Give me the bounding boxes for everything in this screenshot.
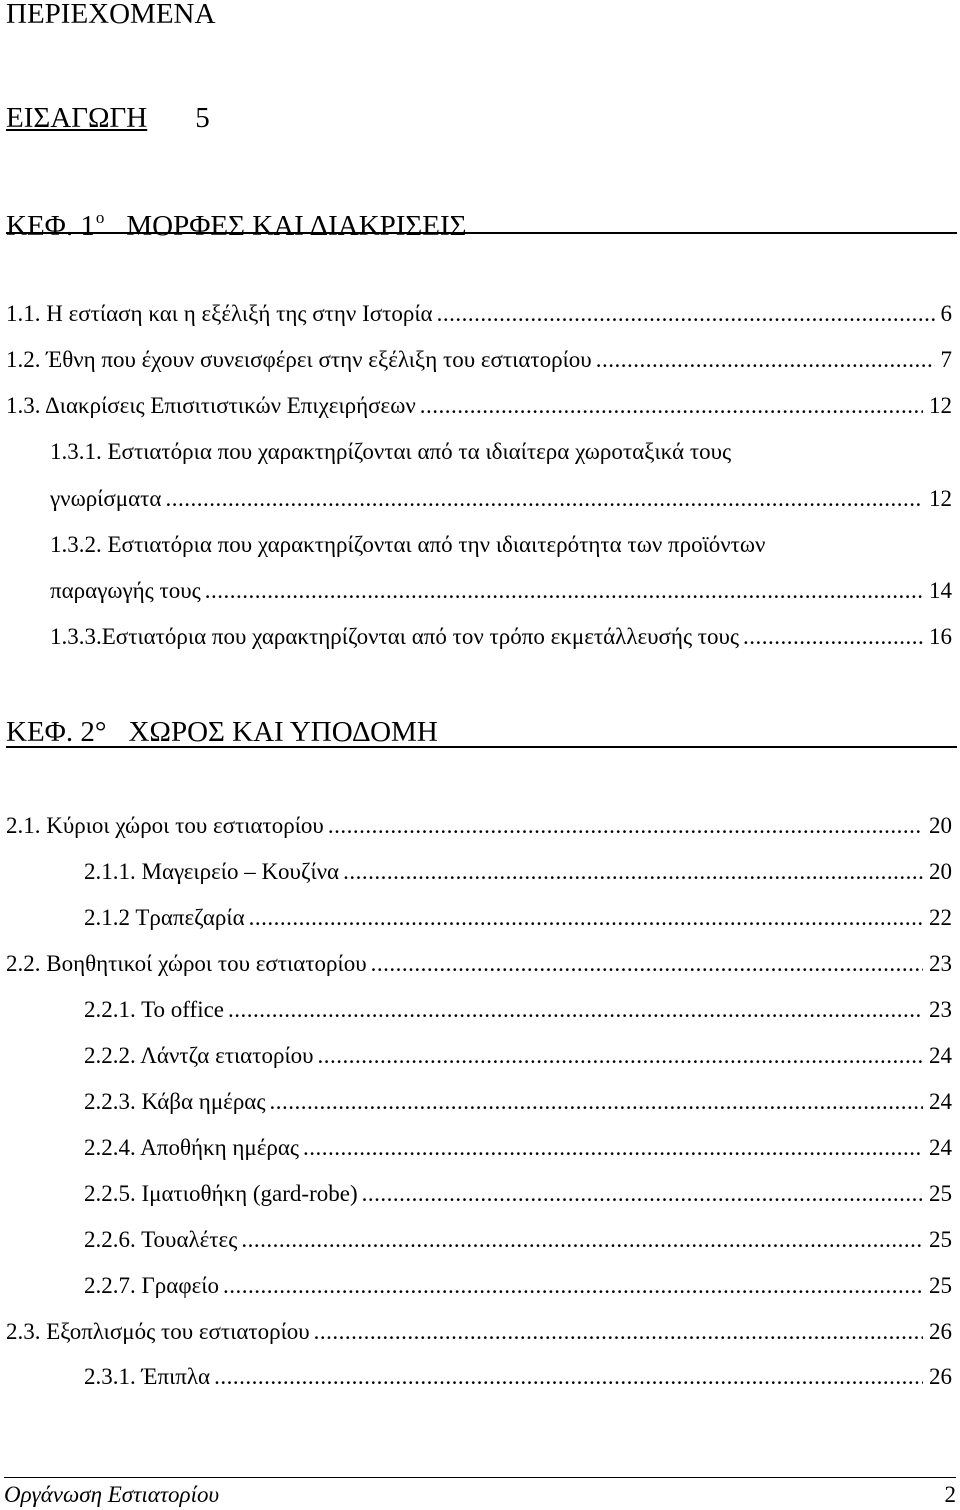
intro-page: 5: [195, 102, 210, 134]
toc-entry-text: 2.2.7. Γραφείο: [84, 1273, 219, 1298]
toc-entry[interactable]: [84, 1362, 952, 1392]
page-title: ΠΕΡΙΕΧΟΜΕΝΑ: [6, 0, 216, 30]
toc-entry-text: 2.2.3. Κάβα ημέρας: [84, 1089, 266, 1114]
leader-dots: [228, 995, 923, 1025]
toc-entry[interactable]: [6, 299, 952, 329]
toc-entry-text[interactable]: 1.3.1. Εστιατόρια που χαρακτηρίζονται από τα ιδιαίτερα χωροταξικά τους: [50, 439, 732, 464]
leader-dots: [420, 391, 923, 421]
toc-entry[interactable]: [84, 1179, 952, 1209]
toc-entry-page: 23: [929, 951, 952, 976]
toc-entry-text: 2.2.2. Λάντζα ετιατορίου: [84, 1043, 314, 1068]
chapter-1-sup: ο: [95, 208, 105, 227]
toc-entry-page: 25: [929, 1273, 952, 1298]
toc-entry-text: 2.2. Βοηθητικοί χώροι του εστιατορίου: [6, 951, 367, 976]
toc-entry-text: 2.3. Εξοπλισμός του εστιατορίου: [6, 1319, 310, 1344]
leader-dots: [328, 811, 923, 841]
toc-entry-text: 2.1.1. Μαγειρείο – Κουζίνα: [84, 859, 340, 884]
toc-entry-text: 1.3. Διακρίσεις Επισιτιστικών Επιχειρήσεων: [6, 393, 416, 418]
toc-entry-page: 6: [940, 301, 952, 326]
footer-title: Οργάνωση Εστιατορίου: [4, 1482, 220, 1507]
toc-entry-text: 1.1. Η εστίαση και η εξέλιξή της στην Ιστορία: [6, 301, 433, 326]
leader-dots: [318, 1041, 923, 1071]
toc-entry-page: 12: [929, 486, 952, 511]
toc-entry-text: 2.1. Κύριοι χώροι του εστιατορίου: [6, 813, 324, 838]
toc-entry-page: 16: [929, 624, 952, 649]
leader-dots: [743, 622, 923, 652]
leader-dots: [437, 299, 935, 329]
toc-entry-page: 26: [929, 1364, 952, 1389]
leader-dots: [165, 484, 923, 514]
toc-entry-text[interactable]: 1.3.2. Εστιατόρια που χαρακτηρίζονται από την ιδιαιτερότητα των προϊόντων: [50, 532, 766, 557]
toc-entry-page: 7: [940, 347, 952, 372]
toc-entry-text: 2.2.4. Αποθήκη ημέρας: [84, 1135, 300, 1160]
chapter-1-prefix: ΚΕΦ. 1: [6, 210, 95, 242]
leader-dots: [269, 1087, 923, 1117]
chapter-2-prefix: ΚΕΦ. 2°: [6, 716, 107, 748]
chapter-1-heading: [6, 198, 957, 242]
toc-entry-text: παραγωγής τους: [50, 578, 201, 603]
leader-dots: [241, 1225, 923, 1255]
toc-entry-text: 2.2.1. Το office: [84, 997, 225, 1022]
toc-entry[interactable]: [50, 484, 952, 514]
toc-entry[interactable]: [84, 1271, 952, 1301]
chapter-2-heading: [6, 712, 957, 748]
toc-entry-page: 24: [929, 1043, 952, 1068]
intro-entry[interactable]: [6, 98, 210, 138]
toc-entry[interactable]: [6, 391, 952, 421]
toc-entry[interactable]: [84, 1087, 952, 1117]
intro-label: ΕΙΣΑΓΩΓΗ: [6, 102, 148, 134]
toc-entry[interactable]: [84, 1041, 952, 1071]
toc-entry[interactable]: [84, 903, 952, 933]
toc-entry[interactable]: [6, 1317, 952, 1347]
toc-entry-text: γνωρίσματα: [50, 486, 162, 511]
page-footer: [4, 1477, 956, 1510]
toc-entry[interactable]: [84, 995, 952, 1025]
leader-dots: [205, 576, 923, 606]
leader-dots: [362, 1179, 923, 1209]
toc-entry-text: 2.2.6. Τουαλέτες: [84, 1227, 238, 1252]
toc-entry-page: 24: [929, 1089, 952, 1114]
leader-dots: [343, 857, 923, 887]
leader-dots: [223, 1271, 923, 1301]
toc-entry[interactable]: [84, 1133, 952, 1163]
toc-entry-text: 1.3.3.Εστιατόρια που χαρακτηρίζονται από τον τρόπο εκμετάλλευσής τους: [50, 624, 740, 649]
toc-entry-page: 25: [929, 1227, 952, 1252]
toc-entry[interactable]: [84, 1225, 952, 1255]
toc-entry[interactable]: [6, 949, 952, 979]
leader-dots: [596, 345, 935, 375]
leader-dots: [303, 1133, 923, 1163]
toc-entry[interactable]: [50, 622, 952, 652]
toc-entry-page: 24: [929, 1135, 952, 1160]
toc-entry[interactable]: [6, 811, 952, 841]
toc-entry[interactable]: [84, 857, 952, 887]
chapter-2-title: ΧΩΡΟΣ ΚΑΙ ΥΠΟΔΟΜΗ: [128, 716, 438, 748]
chapter-1-title: ΜΟΡΦΕΣ ΚΑΙ ΔΙΑΚΡΙΣΕΙΣ: [126, 210, 467, 242]
toc-entry-page: 20: [929, 859, 952, 884]
leader-dots: [314, 1317, 923, 1347]
toc-entry[interactable]: [6, 345, 952, 375]
toc-entry-page: 14: [929, 578, 952, 603]
toc-entry-page: 26: [929, 1319, 952, 1344]
toc-entry-text: 2.1.2 Τραπεζαρία: [84, 905, 245, 930]
toc-entry-text: 1.2. Έθνη που έχουν συνεισφέρει στην εξέλιξη του εστιατορίου: [6, 347, 592, 372]
toc-entry-page: 22: [929, 905, 952, 930]
leader-dots: [371, 949, 923, 979]
toc-entry-text: 2.2.5. Ιματιοθήκη (gard-robe): [84, 1181, 358, 1206]
toc-entry[interactable]: [50, 576, 952, 606]
footer-page-number: 2: [944, 1482, 956, 1507]
toc-entry-page: 12: [929, 393, 952, 418]
leader-dots: [214, 1362, 923, 1392]
toc-entry-page: 20: [929, 813, 952, 838]
toc-entry-page: 25: [929, 1181, 952, 1206]
toc-entry-page: 23: [929, 997, 952, 1022]
toc-entry-text: 2.3.1. Έπιπλα: [84, 1364, 211, 1389]
leader-dots: [249, 903, 923, 933]
